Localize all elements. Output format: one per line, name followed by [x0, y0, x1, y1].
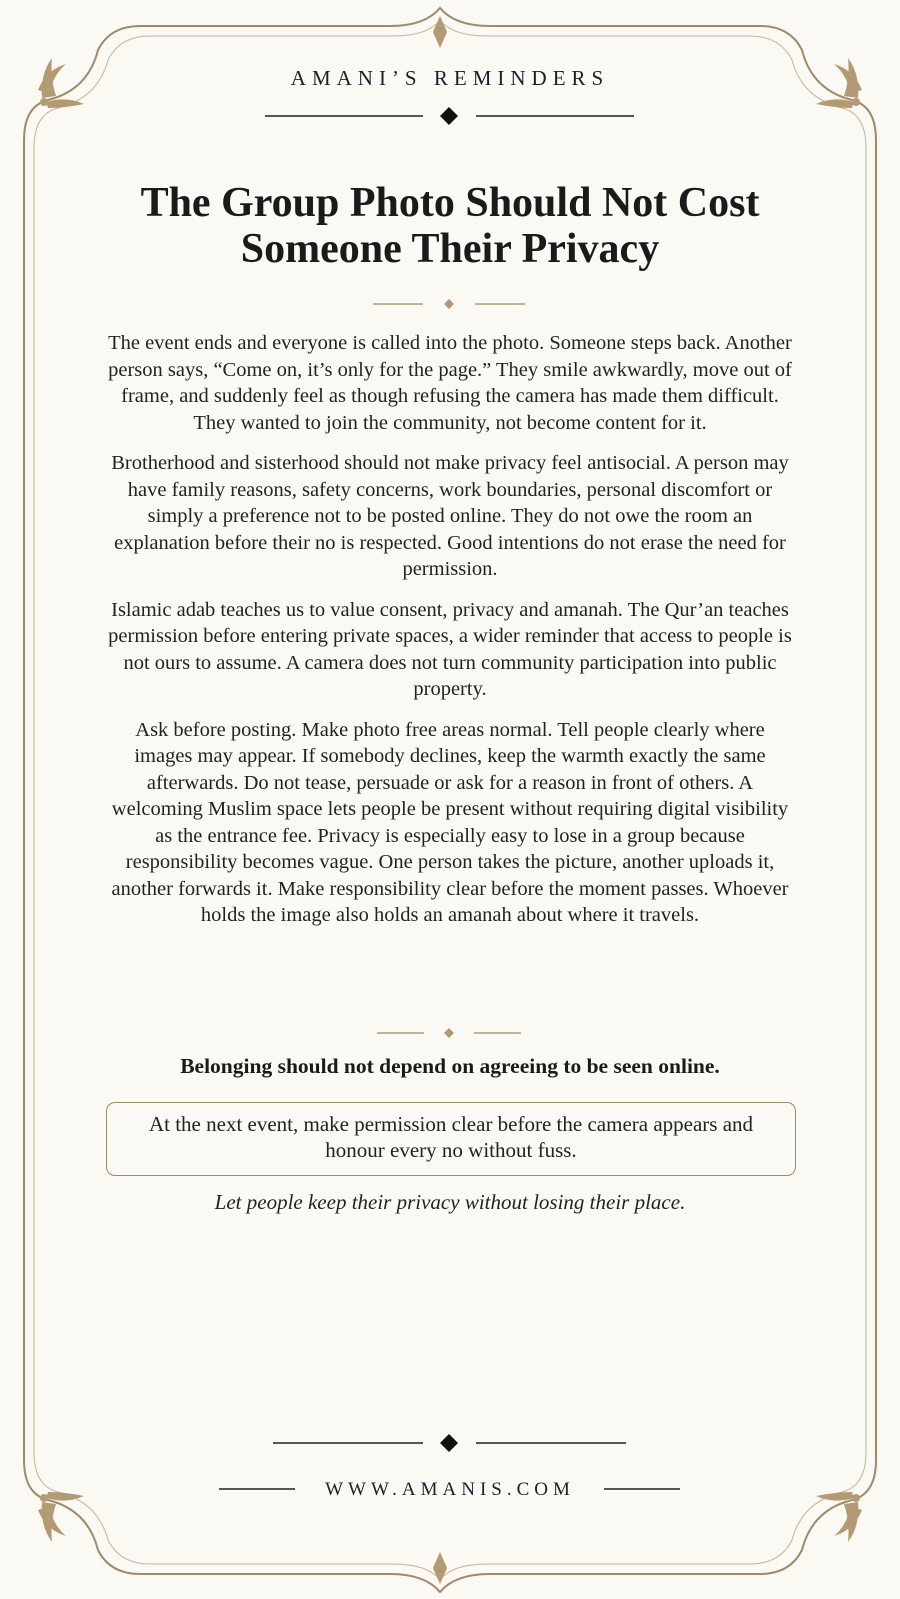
paragraph: Islamic adab teaches us to value consent, privacy and amanah. The Qur’an teaches permission before entering private spaces, a wider reminder that access to people is not ours to assume. A camera does not turn community participation into public property. [108, 598, 792, 700]
brand-name: AMANI’S REMINDERS [290, 66, 610, 90]
body-divider [377, 1028, 521, 1038]
website-link[interactable]: WWW.AMANIS.COM [325, 1479, 575, 1500]
small-diamond-icon [444, 299, 454, 309]
header-divider [265, 107, 634, 125]
page-title: The Group Photo Should Not Cost Someone Their Privacy [140, 180, 760, 272]
small-diamond-icon [444, 1028, 454, 1038]
article-body [108, 330, 792, 943]
bottom-ornament-icon [433, 1552, 447, 1584]
title-divider [373, 299, 525, 309]
closing-line: Let people keep their privacy without losing their place. [214, 1190, 686, 1214]
paragraph: The event ends and everyone is called into the photo. Someone steps back. Another person says, “Come on, it’s only for the page.” They smile awkwardly, move out of frame, and suddenly feel as though refusing the camera has made them difficult. They wanted to join the community, not become content for it. [108, 332, 792, 434]
diamond-icon [440, 1434, 458, 1452]
diamond-icon [440, 107, 458, 125]
paragraph: Ask before posting. Make photo free areas normal. Tell people clearly where images may appear. If somebody declines, keep the warmth exactly the same afterwards. Do not tease, persuade or ask for a reason in front of others. A welcoming Muslim space lets people be present without requiring digital visibility as the entrance fee. Privacy is especially easy to lose in a group because responsibility becomes vague. One person takes the picture, another uploads it, another forwards it. Make responsibility clear before the moment passes. Whoever holds the image also holds an amanah about where it travels. [111, 718, 789, 926]
paragraph: Brotherhood and sisterhood should not make privacy feel antisocial. A person may have family reasons, safety concerns, work boundaries, personal discomfort or simply a preference not to be posted online. They do not owe the room an explanation before their no is respected. Good intentions do not erase the need for permission. [111, 452, 789, 580]
top-ornament-icon [433, 16, 447, 48]
emphasis-statement: Belonging should not depend on agreeing to be seen online. [180, 1054, 720, 1078]
call-to-action-box: At the next event, make permission clear before the camera appears and honour every no without fuss. [106, 1102, 796, 1176]
footer-divider [273, 1434, 626, 1452]
